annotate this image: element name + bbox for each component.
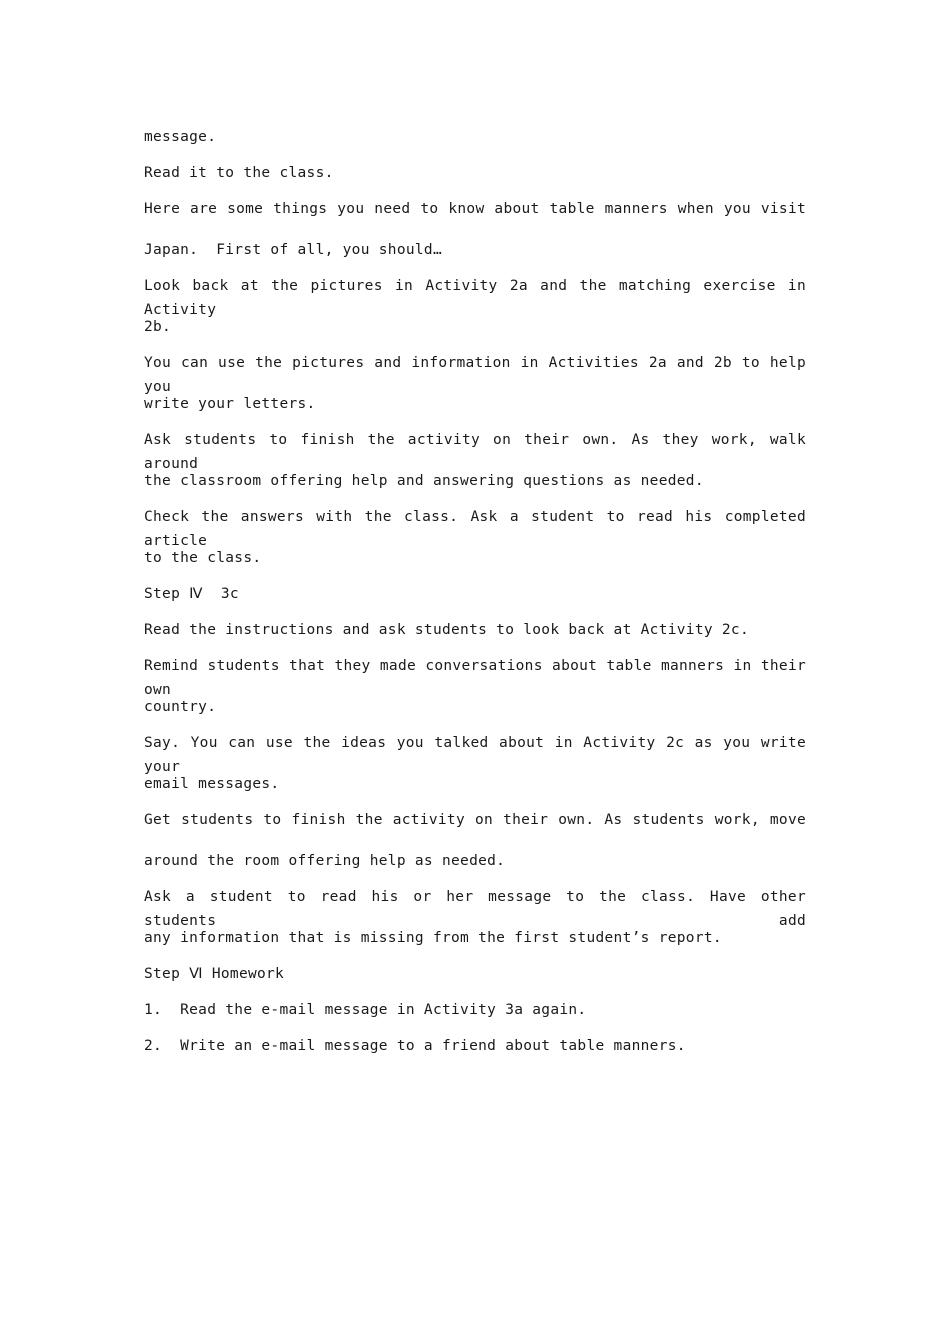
text-line-2: Read it to the class. xyxy=(144,165,334,181)
text-line-3: Here are some things you need to know about table manners when you visit xyxy=(144,201,806,217)
text-line-19: Get students to finish the activity on their own. As students work, move xyxy=(144,812,806,828)
text-line-1: message. xyxy=(144,129,217,145)
text-line-21: Ask a student to read his or her message to the class. Have other students add xyxy=(144,889,806,929)
text-line-12: to the class. xyxy=(144,550,262,566)
text-line-20: around the room offering help as needed. xyxy=(144,853,506,869)
text-line-16: country. xyxy=(144,699,217,715)
text-line-14: Read the instructions and ask students to look back at Activity 2c. xyxy=(144,622,749,638)
text-line-5: Look back at the pictures in Activity 2a and the matching exercise in Activity xyxy=(144,278,806,318)
text-line-6: 2b. xyxy=(144,319,172,335)
text-line-18: email messages. xyxy=(144,776,280,792)
text-line-11: Check the answers with the class. Ask a student to read his completed article xyxy=(144,509,806,549)
homework-item-1: 1. Read the e-mail message in Activity 3a again. xyxy=(144,1002,587,1018)
text-line-9: Ask students to finish the activity on their own. As they work, walk around xyxy=(144,432,806,472)
text-line-8: write your letters. xyxy=(144,396,316,412)
text-line-4: Japan. First of all, you should… xyxy=(144,242,442,258)
step-heading-3c: Step Ⅳ 3c xyxy=(144,586,239,602)
homework-item-2: 2. Write an e-mail message to a friend about table manners. xyxy=(144,1038,686,1054)
step-heading-homework: Step Ⅵ Homework xyxy=(144,966,285,982)
text-line-22: any information that is missing from the first student’s report. xyxy=(144,930,722,946)
text-line-15: Remind students that they made conversations about table manners in their own xyxy=(144,658,806,698)
document-body xyxy=(144,125,806,1070)
text-line-10: the classroom offering help and answering questions as needed. xyxy=(144,473,704,489)
text-line-17: Say. You can use the ideas you talked about in Activity 2c as you write your xyxy=(144,735,806,775)
text-line-7: You can use the pictures and information in Activities 2a and 2b to help you xyxy=(144,355,806,395)
